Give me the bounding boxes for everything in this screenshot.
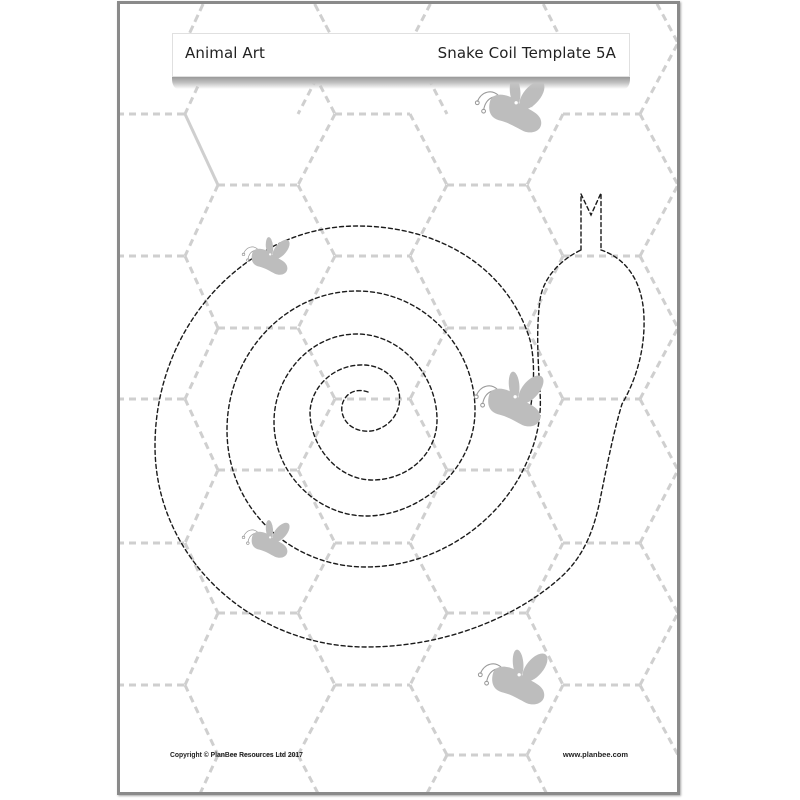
bee-icon xyxy=(474,371,548,426)
bee-icon xyxy=(478,649,552,704)
bee-icon xyxy=(242,237,293,275)
header-banner-shadow xyxy=(172,77,630,89)
template-title: Snake Coil Template 5A xyxy=(437,44,616,62)
snake-outline xyxy=(155,193,644,647)
website-link[interactable]: www.planbee.com xyxy=(562,750,628,759)
hexagon-grid xyxy=(117,0,678,800)
bee-icon xyxy=(242,520,293,558)
copyright-text: Copyright © PlanBee Resources Ltd 2017 xyxy=(170,750,303,759)
subject-title: Animal Art xyxy=(185,44,265,62)
